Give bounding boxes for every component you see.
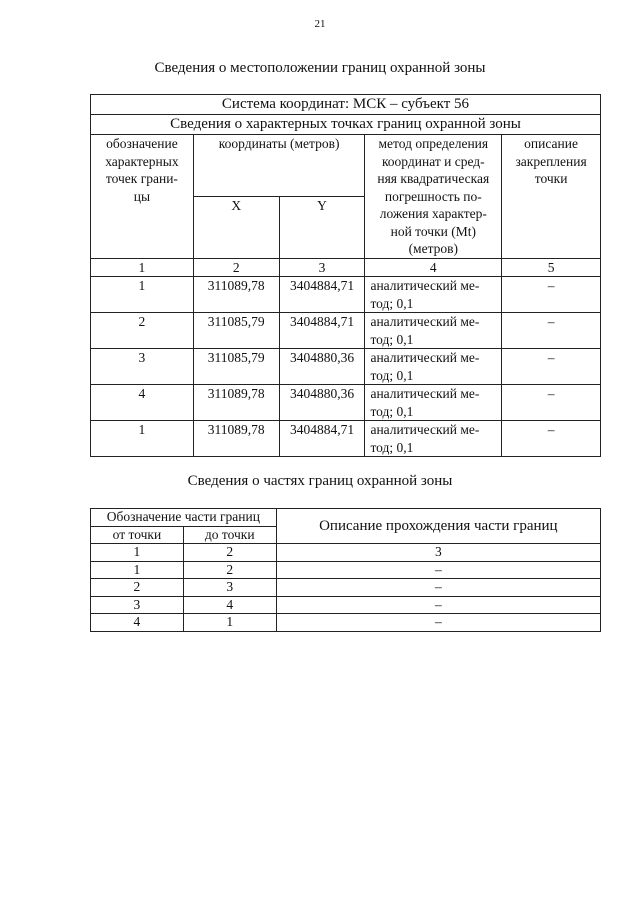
fix-cell: – <box>502 385 601 421</box>
heading-parts: Сведения о частях границ охранной зоны <box>187 473 453 489</box>
table-row <box>91 385 601 421</box>
col-number: 2 <box>193 258 279 277</box>
method-cell: аналитический ме- тод; 0,1 <box>365 385 502 421</box>
heading-location: Сведения о местоположении границ охранной зоны <box>154 60 486 76</box>
part-header: Обозначение части границ <box>91 509 277 527</box>
column-number-row <box>91 544 601 562</box>
col-fix-header: описание закрепления точки <box>502 135 601 259</box>
col-number: 1 <box>91 258 194 277</box>
table-row <box>91 313 601 349</box>
table-row <box>91 561 601 579</box>
from-cell: 3 <box>91 596 184 614</box>
header-row <box>91 135 601 197</box>
desc-cell: – <box>276 561 600 579</box>
points-subtitle: Сведения о характерных точках границ охранной зоны <box>91 115 601 135</box>
from-cell: 2 <box>91 579 184 597</box>
desc-cell: – <box>276 596 600 614</box>
column-number-row <box>91 258 601 277</box>
boundary-parts-table <box>90 508 601 632</box>
desc-header: Описание прохождения части границ <box>276 509 600 544</box>
y-cell: 3404880,36 <box>279 349 365 385</box>
col-number: 3 <box>279 258 365 277</box>
from-cell: 1 <box>91 561 184 579</box>
from-cell: 4 <box>91 614 184 632</box>
y-header: Y <box>279 196 365 258</box>
point-cell: 4 <box>91 385 194 421</box>
point-cell: 1 <box>91 421 194 457</box>
method-cell: аналитический ме- тод; 0,1 <box>365 277 502 313</box>
x-cell: 311085,79 <box>193 313 279 349</box>
system-row <box>91 95 601 115</box>
table-row <box>91 614 601 632</box>
x-header: X <box>193 196 279 258</box>
col-point-header: обозначение характерных точек грани- цы <box>91 135 194 259</box>
point-cell: 3 <box>91 349 194 385</box>
col-number: 3 <box>276 544 600 562</box>
x-cell: 311089,78 <box>193 421 279 457</box>
col-number: 5 <box>502 258 601 277</box>
to-cell: 4 <box>183 596 276 614</box>
col-number: 1 <box>91 544 184 562</box>
x-cell: 311089,78 <box>193 385 279 421</box>
fix-cell: – <box>502 313 601 349</box>
to-cell: 3 <box>183 579 276 597</box>
table-row <box>91 277 601 313</box>
table-row <box>91 421 601 457</box>
boundary-points-table <box>90 94 601 457</box>
desc-cell: – <box>276 579 600 597</box>
fix-cell: – <box>502 349 601 385</box>
method-cell: аналитический ме- тод; 0,1 <box>365 313 502 349</box>
x-cell: 311089,78 <box>193 277 279 313</box>
coords-header: координаты (метров) <box>193 135 365 197</box>
coordinate-system-title: Система координат: МСК – субъект 56 <box>91 95 601 115</box>
y-cell: 3404884,71 <box>279 421 365 457</box>
from-header: от точки <box>91 526 184 544</box>
to-cell: 1 <box>183 614 276 632</box>
method-cell: аналитический ме- тод; 0,1 <box>365 421 502 457</box>
table-row <box>91 349 601 385</box>
fix-cell: – <box>502 277 601 313</box>
y-cell: 3404884,71 <box>279 277 365 313</box>
point-cell: 1 <box>91 277 194 313</box>
y-cell: 3404880,36 <box>279 385 365 421</box>
to-header: до точки <box>183 526 276 544</box>
col-number: 4 <box>365 258 502 277</box>
method-cell: аналитический ме- тод; 0,1 <box>365 349 502 385</box>
table-row <box>91 596 601 614</box>
col-number: 2 <box>183 544 276 562</box>
y-cell: 3404884,71 <box>279 313 365 349</box>
page-number: 21 <box>314 18 326 30</box>
subtitle-row <box>91 115 601 135</box>
desc-cell: – <box>276 614 600 632</box>
fix-cell: – <box>502 421 601 457</box>
header-row <box>91 509 601 527</box>
x-cell: 311085,79 <box>193 349 279 385</box>
col-method-header: метод определения координат и сред- няя квадратическая погрешность по- ложения характер- ной точки (Mt) (метров) <box>365 135 502 259</box>
point-cell: 2 <box>91 313 194 349</box>
to-cell: 2 <box>183 561 276 579</box>
table-row <box>91 579 601 597</box>
